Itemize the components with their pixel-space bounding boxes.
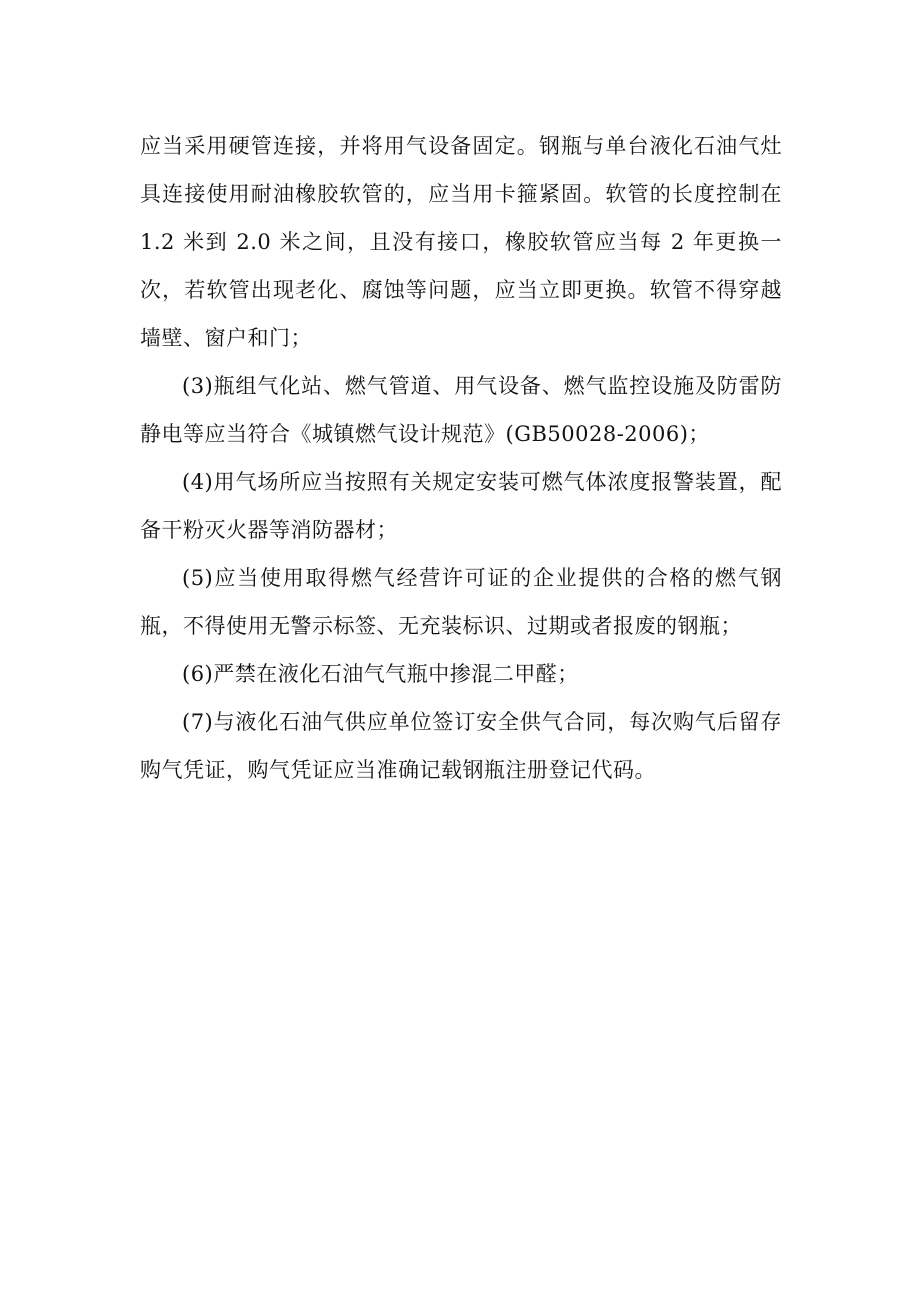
paragraph-item-6: (6)严禁在液化石油气气瓶中掺混二甲醛； bbox=[182, 662, 579, 686]
paragraph-continuation: 应当采用硬管连接，并将用气设备固定。钢瓶与单台液化石油气灶具连接使用耐油橡胶软管的，应当用卡箍紧固。软管的长度控制在 1.2 米到 2.0 米之间，且没有接口，橡胶软管应当每 2 年更换一次，若软管出现老化、腐蚀等问题，应当立即更换。软管不得穿越墙壁、窗户和门； bbox=[140, 134, 782, 350]
paragraph-item-5: (5)应当使用取得燃气经营许可证的企业提供的合格的燃气钢瓶，不得使用无警示标签、无充装标识、过期或者报废的钢瓶； bbox=[140, 566, 782, 638]
paragraph-item-3: (3)瓶组气化站、燃气管道、用气设备、燃气监控设施及防雷防静电等应当符合《城镇燃气设计规范》(GB50028-2006)； bbox=[140, 374, 782, 446]
paragraph-item-7: (7)与液化石油气供应单位签订安全供气合同，每次购气后留存购气凭证，购气凭证应当准确记载钢瓶注册登记代码。 bbox=[140, 710, 782, 782]
document-body bbox=[140, 122, 782, 794]
paragraph-item-4: (4)用气场所应当按照有关规定安装可燃气体浓度报警装置，配备干粉灭火器等消防器材； bbox=[140, 470, 782, 542]
